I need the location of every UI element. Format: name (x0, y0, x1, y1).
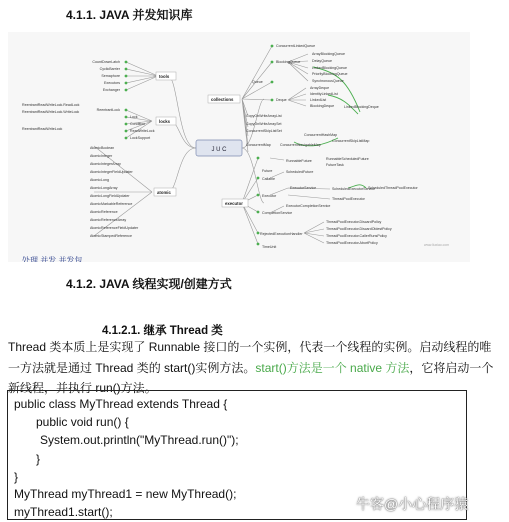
subsection-heading-extend-thread: 4.1.2.1. 继承 Thread 类 (102, 325, 223, 337)
mm-coll-other: ConcurrentSkipListSet (246, 129, 282, 133)
juc-mindmap-figure (8, 32, 470, 262)
mm-cut-text: 处理 并发 并发包 (22, 256, 83, 262)
mm-exec-sub: ExecutorCompletionService (286, 204, 331, 208)
branch-atomic: atomic (157, 190, 171, 195)
mm-atomic-item: AtomicIntegerArray (90, 162, 121, 166)
mm-coll-queue: BlockingQueue (276, 60, 301, 64)
mm-coll-deque: LinkedBlockingDeque (344, 105, 379, 109)
mm-exec-policy: ThreadPoolExecutor.CallerRunsPolicy (326, 234, 387, 238)
mm-exec-item: Future (262, 169, 273, 173)
mm-exec-item: CompletionService (262, 211, 293, 215)
mm-tools-item: Exchanger (102, 88, 120, 92)
mm-exec-policy: ThreadPoolExecutor.AbortPolicy (326, 241, 378, 245)
mm-locks-sub: ReentrantReadWriteLock (22, 127, 63, 131)
mm-exec-sub: ExecutorService (290, 186, 317, 190)
mm-site-mark: www.liuxiao.com (424, 243, 450, 247)
code-line: myThread1.start(); (14, 505, 113, 519)
section-heading-thread-creation: 4.1.2. JAVA 线程实现/创建方式 (66, 277, 232, 291)
mm-coll-bq: PriorityBlockingQueue (312, 72, 348, 76)
mm-coll-bq: DelayQueue (312, 59, 332, 63)
mm-coll-queue: ConcurrentLinkedQueue (276, 44, 316, 48)
mm-exec-sub: RunnableFuture (286, 159, 312, 163)
mm-coll-other: ConcurrentSkipListMap (332, 139, 370, 143)
mm-atomic-item: AtomicStampedReference (90, 234, 132, 238)
mm-atomic-item: AtomicLong (90, 178, 109, 182)
mm-exec-item: Executor (262, 194, 277, 198)
mm-tools-item: CyclicBarrier (99, 67, 120, 71)
mm-atomic-item: AtomicLongArray (90, 186, 118, 190)
mm-exec-sub: ScheduledExecutorService (332, 187, 376, 191)
code-line: System.out.println("MyThread.run()"); (40, 433, 239, 447)
mm-locks-item: Condition (130, 122, 146, 126)
mm-atomic-item: AtomicBoolean (90, 146, 115, 150)
code-line: } (36, 452, 41, 466)
mm-coll-bq: SynchronousQueue (312, 79, 344, 83)
mm-exec-sub: ThreadPoolExecutor (332, 197, 365, 201)
mm-locks-item: ReadWriteLock (130, 129, 155, 133)
thread-description-tail: ，它将启动一个新线程，并执行 run()方法。 (8, 360, 494, 395)
watermark: 牛客@小心程序猿 (356, 496, 469, 512)
mm-atomic-item: AtomicLongFieldUpdater (90, 194, 130, 198)
mm-atomic-item: AtomicReferenceArray (90, 218, 127, 222)
mm-atomic-item: AtomicMarkableReference (90, 202, 133, 206)
thread-description-text: Thread 类本质上是实现了 Runnable 接口的一个实例，代表一个线程的实例。启动线程的唯一方法就是通过 Thread 类的 start()实例方法。 (8, 340, 492, 375)
branch-tools: tools (159, 74, 170, 79)
branch-executor: executor (225, 201, 243, 206)
mm-atomic-item: AtomicIntegerFieldUpdater (90, 170, 133, 174)
mm-coll-bq: LinkedBlockingQueue (312, 66, 347, 70)
mm-coll-other: ConcurrentMap (246, 143, 271, 147)
mm-locks-item: Lock (130, 115, 138, 119)
mm-exec-item: TimeUnit (262, 245, 277, 249)
mm-atomic-item: AtomicInteger (90, 154, 113, 158)
mm-exec-policy: ThreadPoolExecutor.DiscardPolicy (326, 220, 382, 224)
mm-coll-other: ConcurrentHashMap (304, 133, 338, 137)
mm-coll-deque: IdentityLinkedList (310, 92, 338, 96)
mm-coll-bq: ArrayBlockingQueue (312, 52, 345, 56)
branch-locks: locks (159, 119, 170, 124)
mm-exec-sub: FutureTask (326, 163, 344, 167)
mm-coll-other: CopyOnWriteArraySet (246, 122, 282, 126)
mm-atomic-item: AtomicReferenceFieldUpdater (90, 226, 139, 230)
mm-exec-item: Callable (262, 177, 275, 181)
native-method-note: start()方法是一个 native 方法 (255, 360, 410, 375)
mm-coll-other: CopyOnWriteArrayList (246, 114, 282, 118)
mm-coll-deque: ArrayDeque (310, 86, 330, 90)
code-line: MyThread myThread1 = new MyThread(); (14, 487, 237, 501)
mm-tools-item: Executors (104, 81, 120, 85)
mm-exec-sub: ScheduledFuture (286, 170, 314, 174)
mm-locks-item: LockSupport (130, 136, 151, 140)
mm-locks-sub: ReentrantReadWriteLock.WriteLock (22, 110, 80, 114)
mm-exec-sub: ScheduledThreadPoolExecutor (368, 186, 418, 190)
mm-exec-policy: ThreadPoolExecutor.DiscardOldestPolicy (326, 227, 392, 231)
mm-tools-item: Semaphore (101, 74, 120, 78)
mm-coll-queue: Queue (252, 80, 263, 84)
mm-coll-deque: LinkedList (310, 98, 327, 102)
mm-exec-sub: RunnableScheduledFuture (326, 157, 369, 161)
mm-coll-queue: Deque (276, 98, 287, 102)
branch-collections: collections (211, 97, 234, 102)
code-line: } (14, 470, 19, 484)
mm-exec-item: RejectedExecutionHandler (260, 232, 303, 236)
mm-locks-sub: ReentrantReadWriteLock.ReadLock (22, 103, 80, 107)
mm-atomic-item: AtomicReference (90, 210, 118, 214)
mm-coll-deque: BlockingDeque (310, 104, 335, 108)
mm-tools-item: CountDownLatch (92, 60, 120, 64)
mm-locks-item: ReentrantLock (96, 108, 120, 112)
code-line: public void run() { (36, 415, 129, 429)
mindmap-center-label: J U C (211, 147, 227, 153)
code-line: public class MyThread extends Thread { (14, 397, 228, 411)
juc-mindmap (8, 32, 470, 262)
mm-coll-other: ConcurrentNavigableMap (280, 143, 321, 147)
section-heading-juc: 4.1.1. JAVA 并发知识库 (66, 8, 193, 22)
